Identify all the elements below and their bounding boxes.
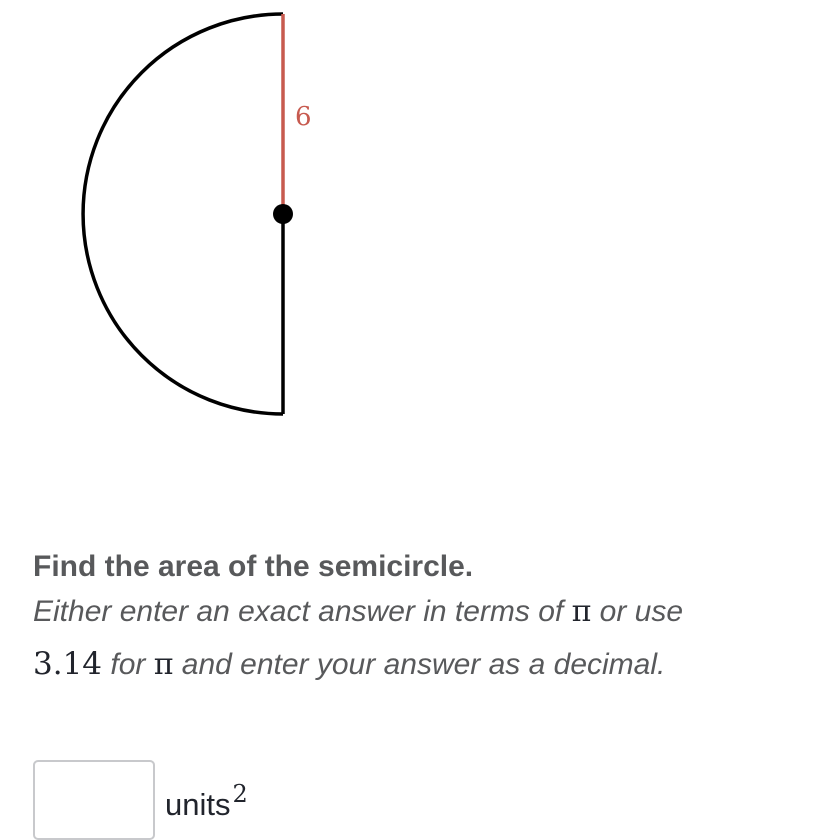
units-exponent: 2 xyxy=(232,780,248,808)
question-block xyxy=(33,548,793,691)
question-instructions xyxy=(33,586,793,691)
radius-label: 6 xyxy=(295,102,312,132)
instruction-text-2: or use xyxy=(591,595,684,628)
instruction-text-1: Either enter an exact answer in terms of xyxy=(33,595,572,628)
center-point xyxy=(273,204,293,224)
pi-symbol: π xyxy=(571,594,592,629)
instruction-text-4: and enter your answer as a decimal. xyxy=(173,648,666,681)
answer-input[interactable] xyxy=(33,760,155,840)
units-text: units xyxy=(165,787,231,822)
units-label xyxy=(165,780,248,823)
question-prompt: Find the area of the semicircle. xyxy=(33,550,474,583)
pi-symbol: π xyxy=(153,647,174,682)
approx-value: 3.14 xyxy=(33,646,103,682)
semicircle-arc xyxy=(83,14,283,414)
answer-row xyxy=(33,760,248,840)
instruction-text-3: for xyxy=(102,648,154,681)
